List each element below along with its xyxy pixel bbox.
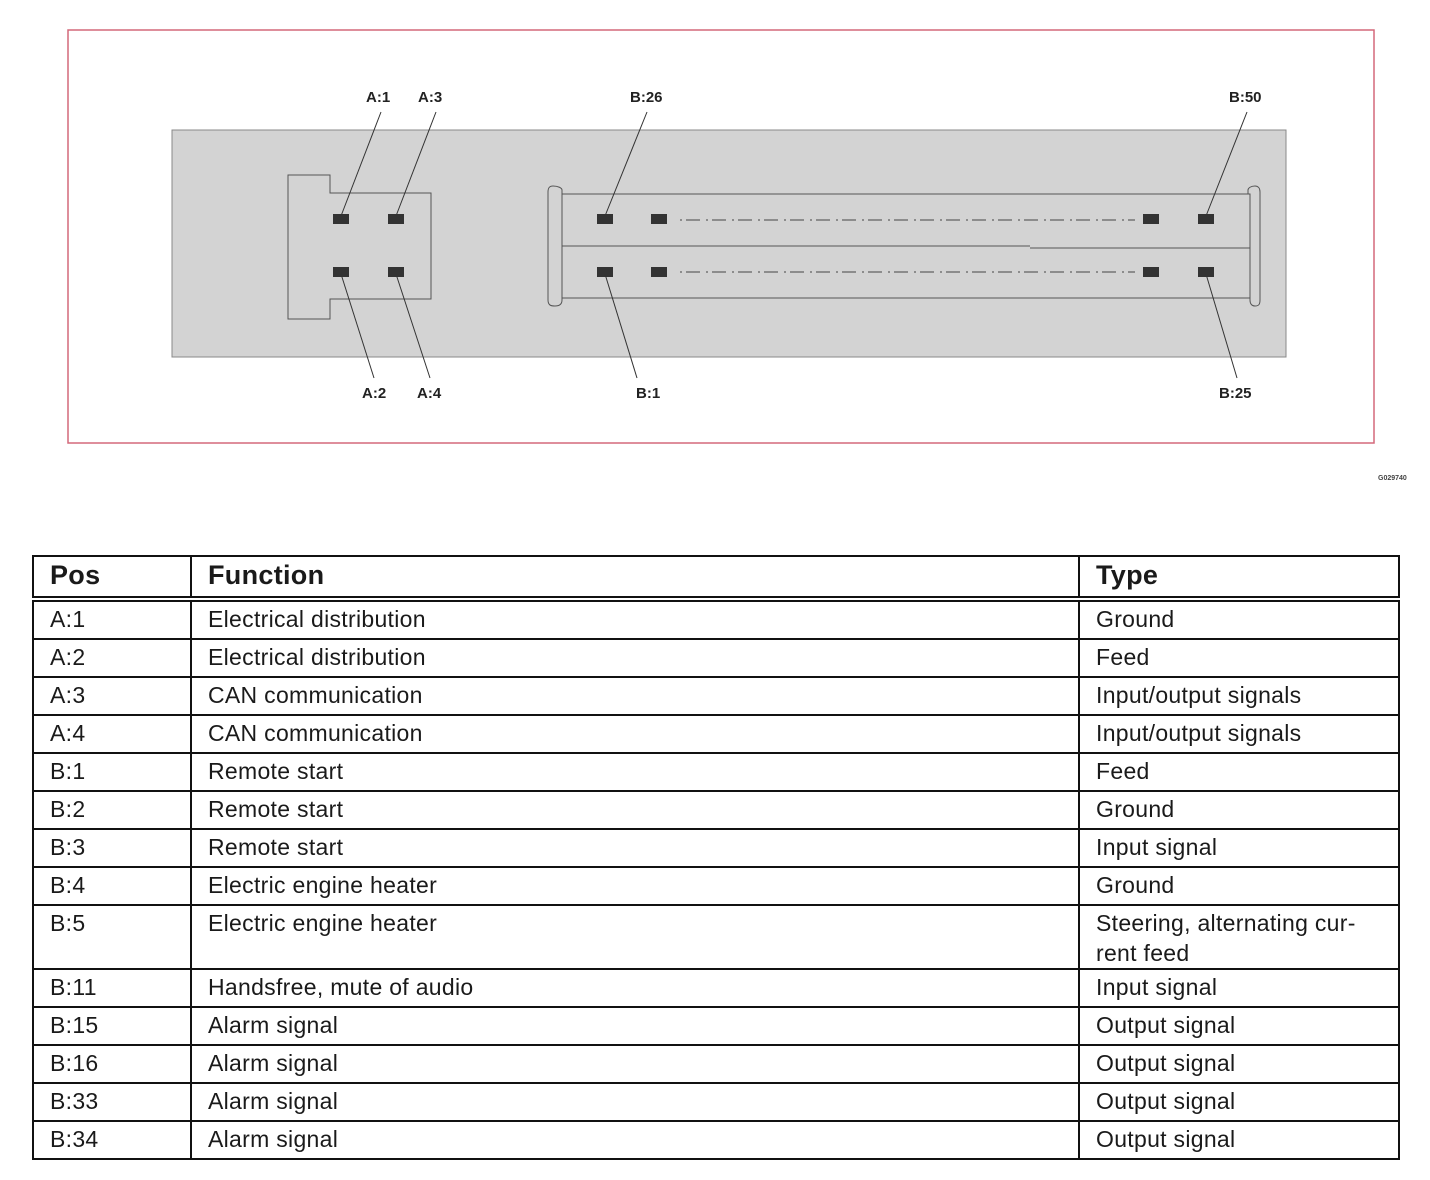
label-a2: A:2 bbox=[362, 385, 387, 402]
cell-function: Electric engine heater bbox=[191, 867, 1079, 905]
pin-b2 bbox=[651, 267, 667, 277]
cell-type: Output signal bbox=[1079, 1121, 1399, 1159]
figure-code: G029740 bbox=[1378, 475, 1407, 482]
cell-pos: A:3 bbox=[33, 677, 191, 715]
cell-pos: B:2 bbox=[33, 791, 191, 829]
cell-function: CAN communication bbox=[191, 715, 1079, 753]
label-b26: B:26 bbox=[630, 89, 663, 106]
cell-type: Output signal bbox=[1079, 1083, 1399, 1121]
table-row bbox=[33, 599, 1399, 639]
cell-pos: B:3 bbox=[33, 829, 191, 867]
cell-type: Feed bbox=[1079, 639, 1399, 677]
table-row bbox=[33, 1045, 1399, 1083]
cell-type: Steering, alternating cur- rent feed bbox=[1079, 905, 1399, 969]
cell-pos: A:1 bbox=[33, 599, 191, 639]
table-row bbox=[33, 969, 1399, 1007]
cell-type: Feed bbox=[1079, 753, 1399, 791]
cell-type: Input signal bbox=[1079, 829, 1399, 867]
header-pos: Pos bbox=[33, 556, 191, 599]
cell-function: CAN communication bbox=[191, 677, 1079, 715]
table-row bbox=[33, 829, 1399, 867]
table-row bbox=[33, 715, 1399, 753]
pin-b27 bbox=[651, 214, 667, 224]
cell-function: Electrical distribution bbox=[191, 599, 1079, 639]
table-row bbox=[33, 1007, 1399, 1045]
header-function: Function bbox=[191, 556, 1079, 599]
cell-function: Alarm signal bbox=[191, 1083, 1079, 1121]
cell-type: Output signal bbox=[1079, 1045, 1399, 1083]
cell-pos: B:15 bbox=[33, 1007, 191, 1045]
cell-type: Ground bbox=[1079, 791, 1399, 829]
table-row bbox=[33, 1121, 1399, 1159]
cell-pos: B:5 bbox=[33, 905, 191, 969]
table-row bbox=[33, 753, 1399, 791]
cell-function: Alarm signal bbox=[191, 1121, 1079, 1159]
cell-type: Ground bbox=[1079, 867, 1399, 905]
label-b1: B:1 bbox=[636, 385, 661, 402]
cell-type: Ground bbox=[1079, 599, 1399, 639]
table-row bbox=[33, 677, 1399, 715]
cell-function: Remote start bbox=[191, 791, 1079, 829]
cell-function: Remote start bbox=[191, 829, 1079, 867]
pin-b49 bbox=[1143, 214, 1159, 224]
table-row bbox=[33, 1083, 1399, 1121]
cell-pos: B:16 bbox=[33, 1045, 191, 1083]
cell-function: Alarm signal bbox=[191, 1045, 1079, 1083]
header-type: Type bbox=[1079, 556, 1399, 599]
cell-type: Input signal bbox=[1079, 969, 1399, 1007]
cell-type: Input/output signals bbox=[1079, 677, 1399, 715]
pin-function-table bbox=[32, 555, 1400, 1160]
label-a1: A:1 bbox=[366, 89, 391, 106]
cell-function: Electric engine heater bbox=[191, 905, 1079, 969]
cell-function: Remote start bbox=[191, 753, 1079, 791]
cell-pos: B:33 bbox=[33, 1083, 191, 1121]
table-row bbox=[33, 639, 1399, 677]
table-row bbox=[33, 867, 1399, 905]
label-b25: B:25 bbox=[1219, 385, 1252, 402]
label-a3: A:3 bbox=[418, 89, 443, 106]
connector-diagram bbox=[0, 0, 1430, 470]
cell-pos: B:34 bbox=[33, 1121, 191, 1159]
label-b50: B:50 bbox=[1229, 89, 1262, 106]
cell-pos: B:11 bbox=[33, 969, 191, 1007]
cell-pos: A:4 bbox=[33, 715, 191, 753]
cell-pos: A:2 bbox=[33, 639, 191, 677]
pin-b24 bbox=[1143, 267, 1159, 277]
cell-pos: B:4 bbox=[33, 867, 191, 905]
cell-function: Electrical distribution bbox=[191, 639, 1079, 677]
table-header-row bbox=[33, 556, 1399, 599]
table-row bbox=[33, 791, 1399, 829]
cell-type: Input/output signals bbox=[1079, 715, 1399, 753]
cell-pos: B:1 bbox=[33, 753, 191, 791]
cell-type: Output signal bbox=[1079, 1007, 1399, 1045]
label-a4: A:4 bbox=[417, 385, 442, 402]
connector-a-housing bbox=[288, 175, 431, 319]
table-row bbox=[33, 905, 1399, 969]
cell-function: Handsfree, mute of audio bbox=[191, 969, 1079, 1007]
cell-function: Alarm signal bbox=[191, 1007, 1079, 1045]
